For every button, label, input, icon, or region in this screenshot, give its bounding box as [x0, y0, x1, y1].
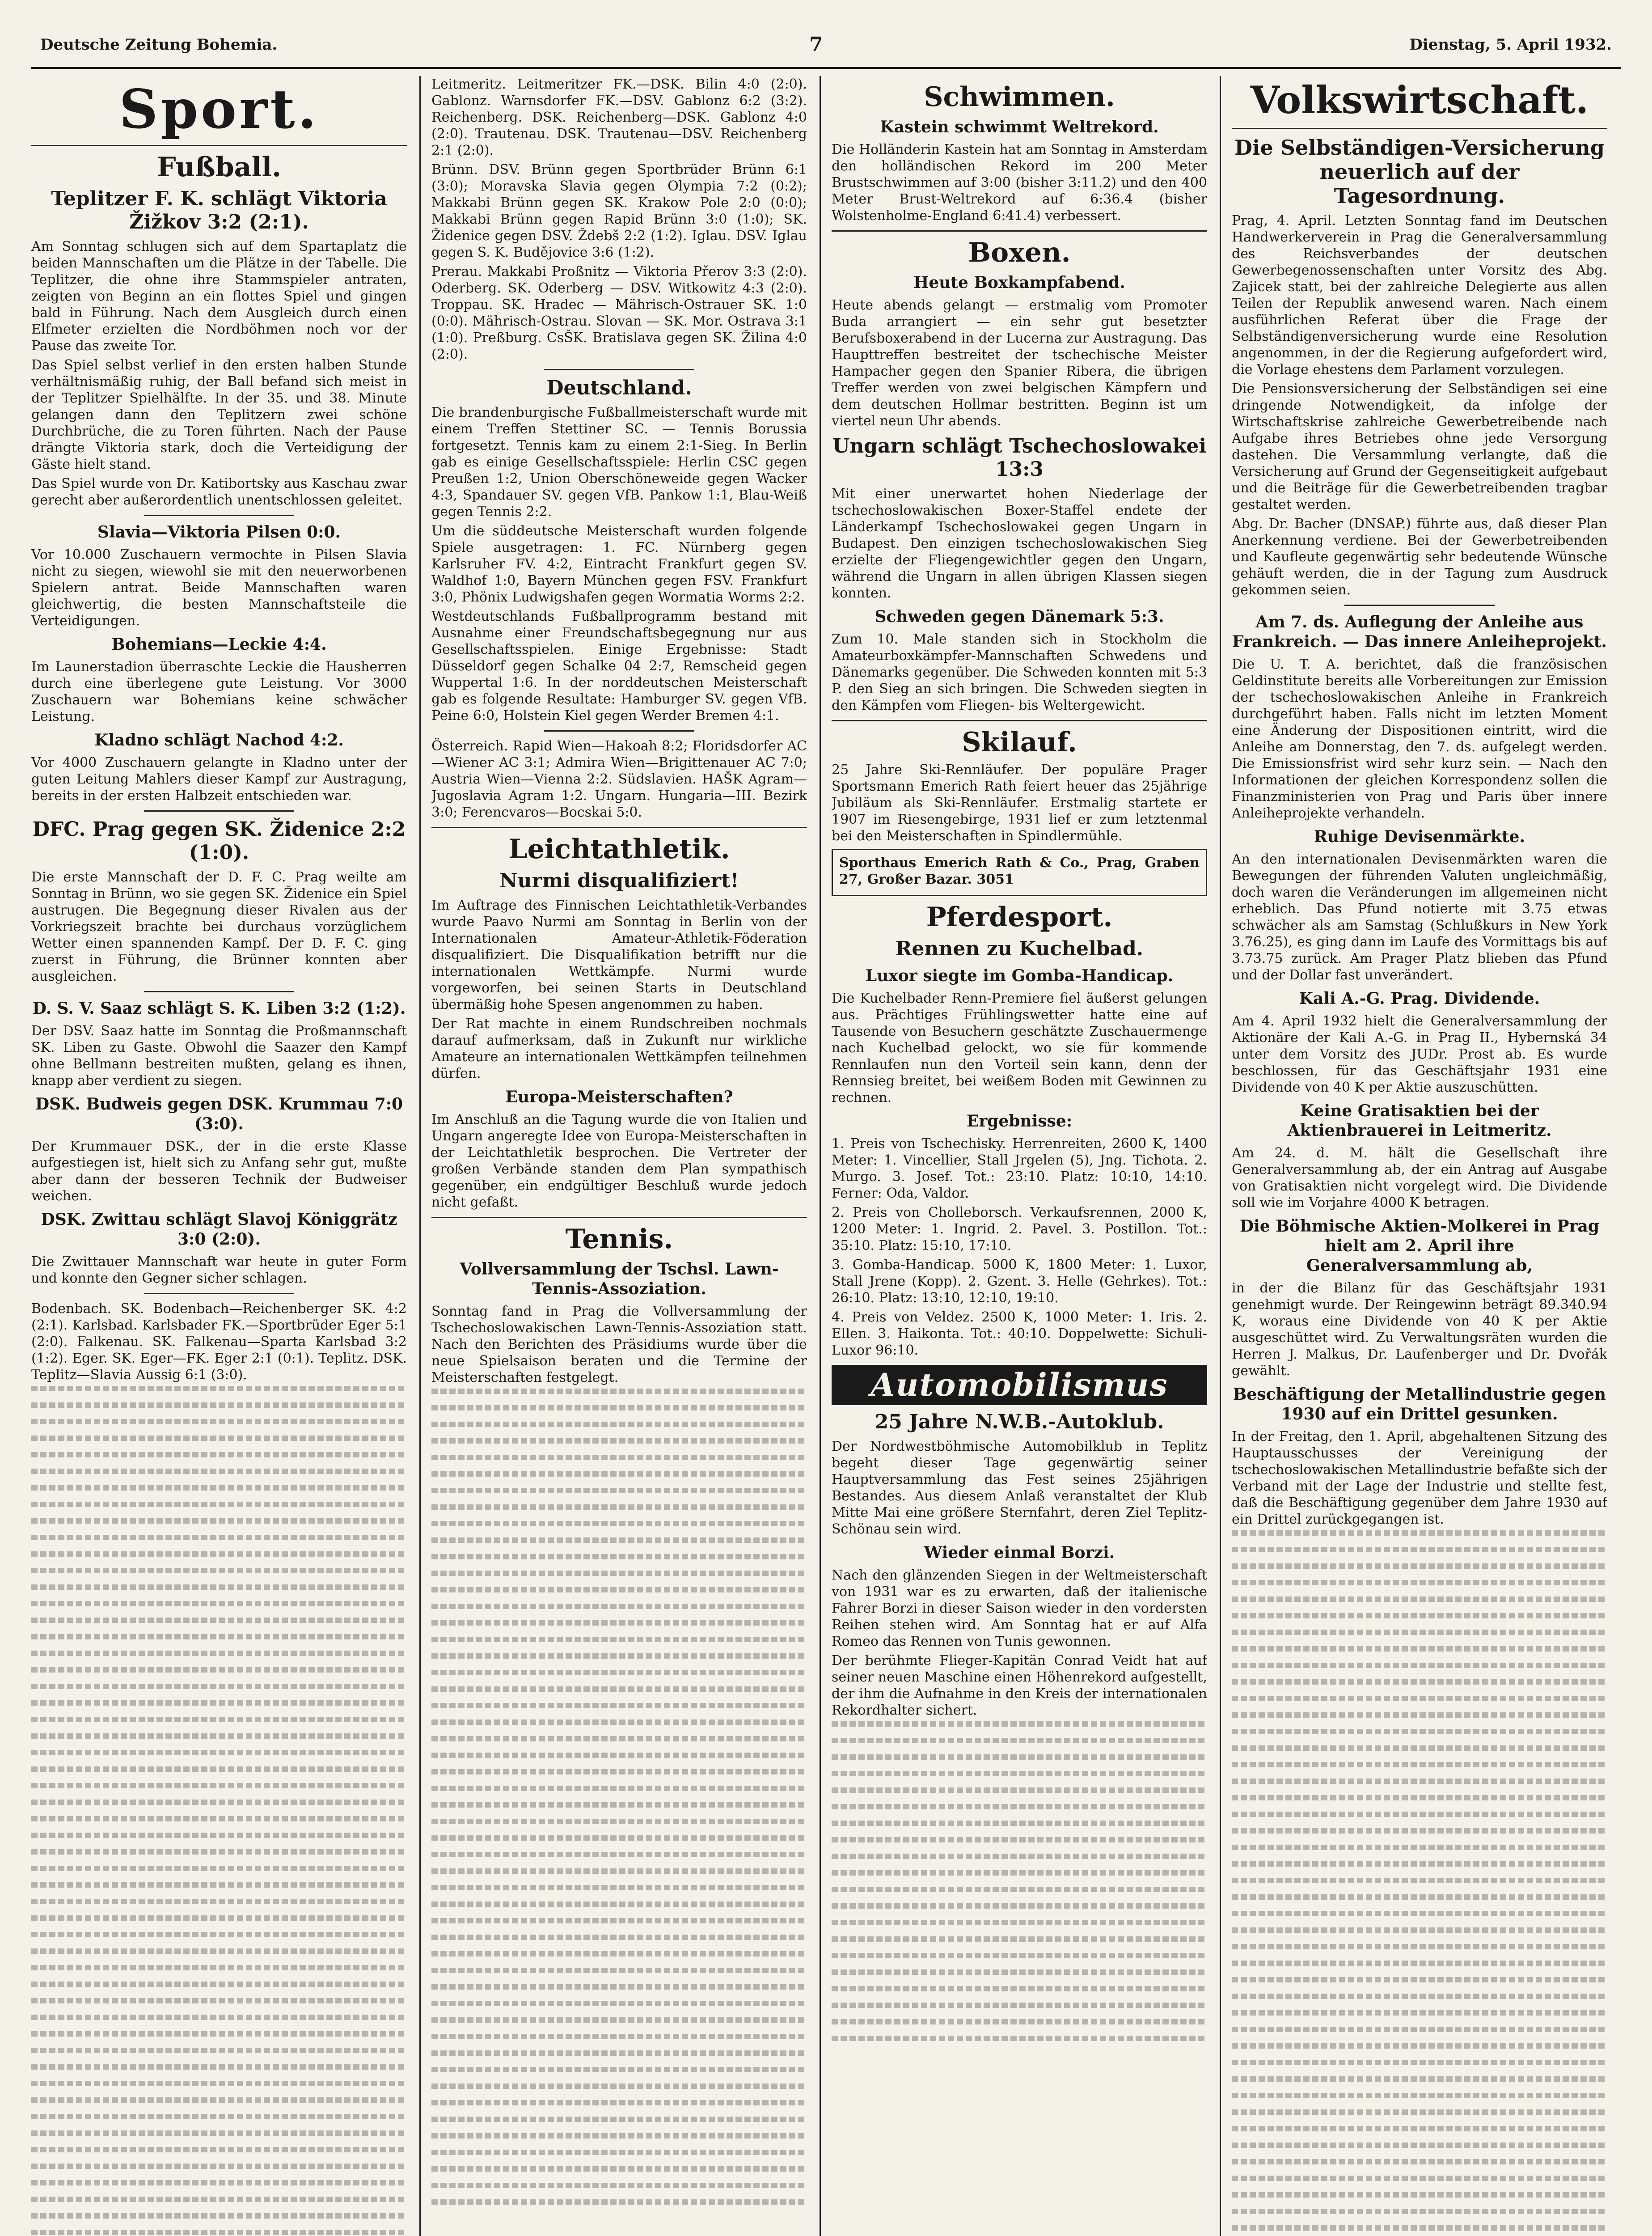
article-text: Das Spiel wurde von Dr. Katibortsky aus Kaschau zwar gerecht aber außerordentlich unentschlossen geleitet. — [31, 476, 407, 508]
article-text: Der Rat machte in einem Rundschreiben nochmals darauf aufmerksam, daß in Zukunft nur wirkliche Amateure an internationalen Wettkämpfen teilnehmen dürfen. — [431, 1016, 807, 1081]
divider — [832, 720, 1207, 721]
divider — [144, 1293, 294, 1294]
column-sport — [31, 76, 407, 2236]
divider — [832, 230, 1207, 232]
article-headline: Schweden gegen Dänemark 5:3. — [875, 607, 1164, 626]
article-text: Um die süddeutsche Meisterschaft wurden folgende Spiele ausgetragen: 1. FC. Nürnberg gegen Karlsruher FV. 4:2, Eintracht Frankfurt gegen SV. Waldhof 1:0, Bayern München gegen FSV. Frankfurt 3:0, Phönix Ludwigshafen gegen Wormatia Worms 2:2. — [431, 523, 807, 605]
heading-leichtathletik: Leichtathletik. — [508, 834, 730, 865]
results-heading: Ergebnisse: — [966, 1112, 1073, 1131]
article-headline: 25 Jahre N.W.B.-Autoklub. — [875, 1410, 1164, 1433]
article-text: Der Nordwestböhmische Automobilklub in Teplitz begeht dieser Tage gegenwärtig seiner Hauptversammlung das Fest seines 25jährigen Bestandes. Aus diesem Anlaß veranstaltet der Klub Mitte Mai eine größere Sternfahrt, deren Ziel Teplitz-Schönau sein wird. — [832, 1439, 1207, 1537]
results-list: Brünn. DSV. Brünn gegen Sportbrüder Brünn 6:1 (3:0); Moravska Slavia gegen Olympia 7:2 (0:2); Makkabi Brünn gegen SK. Krakow Pole 2:0 (0:0); Makkabi Brünn gegen Rapid Brünn 3:0 (1:0); SK. Židenice gegen DSV. Ždebš 2:2 (1:2). Iglau. DSV. Iglau gegen S. K. Budějovice 3:6 (1:2). — [431, 162, 807, 260]
article-headline: Nurmi disqualifiziert! — [499, 869, 739, 892]
article-headline: Die Selbständigen-Versicherung neuerlich auf der Tagesordnung. — [1234, 136, 1605, 208]
article-headline: Teplitzer F. K. schlägt Viktoria Žižkov 3:2 (2:1). — [51, 187, 387, 233]
race-result: 1. Preis von Tschechisky. Herrenreiten, 2600 K, 1400 Meter: 1. Vincellier, Stall Jrgelen (5), Jng. Tichota. 2. Murgo. 3. Josef. Tot.: 23:10. Platz: 10:10, 14:10. Ferner: Oda, Valdor. — [832, 1136, 1207, 1201]
divider — [1344, 605, 1495, 606]
results-list: Prerau. Makkabi Proßnitz — Viktoria Přerov 3:3 (2:0). Oderberg. SK. Oderberg — DSV. Witkowitz 4:3 (2:0). Troppau. SK. Hradec — Mährisch-Ostrauer SK. 1:0 (0:0). Mährisch-Ostrau. Slovan — SK. Mor. Ostrava 3:1 (1:0). Preßburg. CsŠK. Bratislava gegen SK. Žilina 4:0 (2:0). — [431, 264, 807, 362]
article-text: Die brandenburgische Fußballmeisterschaft wurde mit einem Treffen Stettiner SC. — Tennis Borussia fortgesetzt. Tennis kam zu einem 2:1-Sieg. In Berlin gab es einige Gesellschaftsspiele: Herlin CSC gegen Preußen 1:2, Union Oberschöneweide gegen Wacker 4:3, Spandauer SV. gegen VfB. Pankow 1:1, Blau-Weiß gegen Tennis 2:2. — [431, 405, 807, 520]
newspaper-name: Deutsche Zeitung Bohemia. — [40, 36, 278, 54]
divider — [144, 810, 294, 812]
article-headline: Deutschland. — [546, 377, 692, 399]
article-text: Prag, 4. April. Letzten Sonntag fand im Deutschen Handwerkerverein in Prag die Generalversammlung des Reichsverbandes der deutschen Gewerbegenossenschaften unter Vorsitz des Abg. Zajicek statt, bei der zahlreiche Delegierte aus allen Teilen der Republik anwesend waren. Nach einem ausführlichen Referat über die Frage der Selbständigenversicherung wurde eine Resolution angenommen, in der die Regierung aufgefordert wird, die Vorlage ehestens dem Parlament vorzulegen. — [1232, 213, 1607, 377]
article-text: Die Zwittauer Mannschaft war heute in guter Form und konnte den Gegner sicher schlagen. — [31, 1254, 407, 1286]
divider — [1232, 128, 1607, 129]
column-rule — [820, 76, 821, 2236]
article-text: Das Spiel selbst verlief in den ersten halben Stunde verhältnismäßig ruhig, der Ball befand sich meist in der Teplitzer Spielhälfte. In der 35. und 38. Minute gelangen dann den Teplitzern zwei schöne Durchbrüche, die zu Toren führten. Nach der Pause drängte Viktoria stark, doch die Verteidigung der Gäste hielt stand. — [31, 357, 407, 472]
article-text: Vor 10.000 Zuschauern vermochte in Pilsen Slavia nicht zu siegen, wiewohl sie mit den neuerworbenen Spielern antrat. Beide Mannschaften waren gleichwertig, die besten Mannschaftsteile die Verteidigungen. — [31, 547, 407, 629]
issue-date: Dienstag, 5. April 1932. — [1409, 36, 1612, 54]
article-headline: Kladno schlägt Nachod 4:2. — [94, 731, 344, 750]
article-subheadline: Luxor siegte im Gomba-Handicap. — [865, 966, 1174, 985]
article-text: Im Launerstadion überraschte Leckie die Hausherren durch eine überlegene gute Leistung. Vor 3000 Zuschauern war Bohemians keine schwächer Leistung. — [31, 659, 407, 724]
results-list: Österreich. Rapid Wien—Hakoah 8:2; Floridsdorfer AC—Wiener AC 3:1; Admira Wien—Brigittenauer AC 7:0; Austria Wien—Vienna 2:2. Südslavien. HAŠK Agram—Jugoslavia Agram 1:2. Ungarn. Hungaria—III. Bezirk 3:0; Ferencvaros—Bocskai 5:0. — [431, 738, 807, 820]
article-headline: DSK. Zwittau schlägt Slavoj Königgrätz 3:0 (2:0). — [41, 1210, 397, 1249]
article-headline: Wieder einmal Borzi. — [924, 1543, 1115, 1562]
article-headline: Europa-Meisterschaften? — [505, 1088, 733, 1106]
article-text: Im Anschluß an die Tagung wurde die von Italien und Ungarn angeregte Idee von Europa-Meisterschaften in der Leichtathletik besprochen. Die Vertreter der großen Verbände standen dem Plan sympathisch gegenüber, ein endgültiger Beschluß wurde jedoch nicht gefaßt. — [431, 1112, 807, 1210]
article-text: Der berühmte Flieger-Kapitän Conrad Veidt hat auf seiner neuen Maschine einen Höhenrekord aufgestellt, der ihm die Aufnahme in den Kreis der internationalen Rekordhalter sichert. — [832, 1653, 1207, 1718]
article-text: Im Auftrage des Finnischen Leichtathletik-Verbandes wurde Paavo Nurmi am Sonntag in Berlin von der Internationalen Amateur-Athletik-Föderation disqualifiziert. Die Disqualifikation betrifft nur die internationalen Wettkämpfe. Nurmi wurde vorgeworfen, bei seinen Starts in Deutschland übermäßig hohe Spesen angenommen zu haben. — [431, 898, 807, 1012]
heading-pferdesport: Pferdesport. — [926, 902, 1113, 933]
divider — [544, 730, 694, 732]
illegible-text — [1232, 1530, 1607, 2236]
article-text: Vor 4000 Zuschauern gelangte in Kladno unter der guten Leitung Mahlers dieser Kampf zur Austragung, bereits in der ersten Halbzeit entschieden war. — [31, 755, 407, 804]
article-text: Die U. T. A. berichtet, daß die französischen Geldinstitute bereits alle Vorbereitungen zur Emission der tschechoslowakischen Anleihe in Frankreich durchgeführt haben. Falls nicht im letzten Moment eine Änderung der Dispositionen eintritt, wird die Anleihe am Donnerstag, den 7. ds. aufgelegt werden. Die Emissionsfrist wird sehr kurz sein. — Nach den Informationen der gleichen Korrespondenz sollen die Finanzministerien von Prag und Paris über innere Anleiheprojekte verhandeln. — [1232, 656, 1607, 821]
article-text: An den internationalen Devisenmärkten waren die Bewegungen der führenden Valuten ungleichmäßig, doch waren die Veränderungen im allgemeinen nicht erheblich. Das Pfund notierte mit 3.75 etwas schwächer als am Samstag (Schlußkurs in New York 3.76.25), es ging dann im Laufe des Vormittags bis auf 3.73.75 zurück. Am Prager Platz blieben das Pfund und der Dollar fast unverändert. — [1232, 851, 1607, 983]
heading-fussball: Fußball. — [156, 152, 282, 183]
divider — [544, 369, 694, 370]
article-headline: Ruhige Devisenmärkte. — [1314, 827, 1525, 846]
article-headline: Slavia—Viktoria Pilsen 0:0. — [97, 523, 341, 542]
article-headline: Kastein schwimmt Weltrekord. — [880, 118, 1159, 136]
heading-schwimmen: Schwimmen. — [924, 81, 1115, 113]
article-text: Heute abends gelangt — erstmalig vom Promoter Buda arrangiert — ein sehr gut besetzter Berufsboxerabend in der Lucerna zur Austragung. Das Haupttreffen bestreitet der tschechische Meister Hampacher gegen den Spanier Ribera, die übrigen Treffer werden von zwei belgischen Kämpfern und dem deutschen Hollmar bestritten. Beginn ist um viertel neun Uhr abends. — [832, 297, 1207, 429]
article-headline: Keine Gratisaktien bei der Aktienbrauerei in Leitmeritz. — [1287, 1101, 1552, 1140]
article-text: Die Kuchelbader Renn-Premiere fiel äußerst gelungen aus. Prächtiges Frühlingswetter hatte eine auf Tausende von Besuchern geschätzte Zuschauermenge nach Kuchelbad gelockt, wo sie für kommende Rennlaufen nun den Vorteil sein kann, denn der Rennsieg breitet, bei weißem Boden mit Gewinnen zu rechnen. — [832, 991, 1207, 1105]
article-text: Am Sonntag schlugen sich auf dem Spartaplatz die beiden Mannschaften um die Plätze in der Tabelle. Die Teplitzer, die ohne ihre Stammspieler antraten, zeigten von Beginn an ein flottes Spiel und gingen bald in Führung. Nach dem Ausgleich durch einen Elfmeter erzielten die Nordböhmen noch vor der Pause das zweite Tor. — [31, 239, 407, 354]
article-headline: D. S. V. Saaz schlägt S. K. Liben 3:2 (1:2). — [32, 999, 406, 1018]
section-title-volkswirtschaft: Volkswirtschaft. — [1250, 78, 1589, 122]
divider — [144, 515, 294, 516]
divider — [144, 991, 294, 992]
heading-automobilismus: Automobilismus — [832, 1365, 1207, 1405]
race-result: 3. Gomba-Handicap. 5000 K, 1800 Meter: 1. Luxor, Stall Jrene (Kopp). 2. Gzent. 3. Helle (Gehrkes). Tot.: 26:10. Platz: 13:10, 12:10, 19:10. — [832, 1257, 1207, 1306]
article-text: Abg. Dr. Bacher (DNSAP.) führte aus, daß dieser Plan Anerkennung verdiene. Bei der Gewerbetreibenden und Kaufleute gegenwärtig sehr bedeutende Wünsche gehäuft werden, die in der Tagung zum Ausdruck gekommen seien. — [1232, 516, 1607, 598]
article-text: Mit einer unerwartet hohen Niederlage der tschechoslowakischen Boxer-Staffel endete der Länderkampf Tschechoslowakei gegen Ungarn in Budapest. Den einzigen tschechoslowakischen Sieg erzielte der Fliegengewichtler gegen den Ungarn, während die Ungarn in allen übrigen Klassen siegen konnten. — [832, 486, 1207, 601]
divider — [431, 1217, 807, 1218]
article-headline: Bohemians—Leckie 4:4. — [111, 635, 327, 654]
article-text: Die Pensionsversicherung der Selbständigen sei eine dringende Notwendigkeit, da infolge der Wirtschaftskrise zahlreiche Gewerbetreibende nach Aufgabe ihres Betriebes ohne jede Versorgung dastehen. Die Versammlung verlangte, daß die Versicherung auf Grund der Gegenseitigkeit aufgebaut und die Beiträge für die Gewerbetreibenden tragbar gestaltet werden. — [1232, 381, 1607, 512]
illegible-text — [832, 1721, 1207, 2041]
article-headline: Kali A.-G. Prag. Dividende. — [1299, 989, 1540, 1008]
article-text: Die erste Mannschaft der D. F. C. Prag weilte am Sonntag in Brünn, wo sie gegen SK. Židenice ein Spiel austrugen. Die Begegnung dieser Rivalen aus der Vorkriegszeit brachte bei durchaus vorzüglichem Wetter einen spannenden Kampf. Der D. F. C. ging zuerst in Führung, die Brünner konnten aber ausgleichen. — [31, 869, 407, 984]
article-headline: DFC. Prag gegen SK. Židenice 2:2 (1:0). — [32, 818, 406, 864]
heading-skilauf: Skilauf. — [962, 727, 1077, 758]
divider — [431, 827, 807, 828]
masthead — [31, 27, 1621, 69]
column-sport-continued — [431, 76, 807, 2236]
advertisement-text: Sporthaus Emerich Rath & Co., Prag, Graben 27, Großer Bazar. 3051 — [839, 855, 1200, 887]
article-text: Nach den glänzenden Siegen in der Weltmeisterschaft von 1931 war es zu erwarten, daß der italienische Fahrer Borzi in dieser Saison wieder in den vordersten Reihen stehen wird. Am Sonntag hat er auf Alfa Romeo das Rennen von Tunis gewonnen. — [832, 1567, 1207, 1649]
column-rule — [1220, 76, 1221, 2236]
article-text: Der DSV. Saaz hatte im Sonntag die Proßmannschaft SK. Liben zu Gaste. Obwohl die Saazer den Kampf ohne Bellmann bestreiten mußten, gelang es ihnen, knapp aber verdient zu siegen. — [31, 1023, 407, 1088]
article-text: Die Holländerin Kastein hat am Sonntag in Amsterdam den holländischen Rekord im 200 Meter Brustschwimmen auf 3:00 (bisher 3:11.2) und den 400 Meter Brust-Weltrekord auf 6:36.4 (bisher Wolstenholme-England 6:41.4) verbessert. — [832, 142, 1207, 224]
advertisement — [832, 849, 1207, 896]
article-headline: Beschäftigung der Metallindustrie gegen 1930 auf ein Drittel gesunken. — [1233, 1385, 1606, 1423]
article-text: in der die Bilanz für das Geschäftsjahr 1931 genehmigt wurde. Der Reingewinn beträgt 89.340.94 K, woraus eine Dividende von 40 K per Aktie ausgeschüttet wird. Zu Verwaltungsräten wurden die Herren J. Malkus, Dr. Laufenberger und Dr. Dvořák gewählt. — [1232, 1280, 1607, 1379]
divider — [31, 145, 407, 146]
article-text: Zum 10. Male standen sich in Stockholm die Amateurboxkämpfer-Mannschaften Schwedens und Dänemarks gegenüber. Die Schweden konnten mit 5:3 P. den Sieg an sich bringen. Die Schweden siegten in den Kämpfen vom Fliegen- bis Weltergewicht. — [832, 631, 1207, 713]
page-number: 7 — [809, 33, 823, 56]
results-list: Bodenbach. SK. Bodenbach—Reichenberger SK. 4:2 (2:1). Karlsbad. Karlsbader FK.—Sportbrüder Eger 5:1 (2:0). Falkenau. SK. Falkenau—Sparta Karlsbad 3:2 (1:2). Eger. SK. Eger—FK. Eger 2:1 (0:1). Teplitz. DSK. Teplitz—Slavia Aussig 6:1 (3:0). — [31, 1301, 407, 1383]
article-headline: Ungarn schlägt Tschechoslowakei 13:3 — [832, 435, 1207, 481]
newspaper-page — [31, 27, 1621, 2236]
illegible-text — [431, 1389, 807, 2205]
race-result: 4. Preis von Veldez. 2500 K, 1000 Meter: 1. Iris. 2. Ellen. 3. Haikonta. Tot.: 40:10. Doppelwette: Sichuli-Luxor 96:10. — [832, 1309, 1207, 1358]
columns — [31, 76, 1621, 2236]
article-text: Am 24. d. M. hält die Gesellschaft ihre Generalversammlung ab, der ein Antrag auf Ausgabe von Gratisaktien nicht vorgelegt wird. Die Dividende soll wie im Vorjahre 4000 K betragen. — [1232, 1145, 1607, 1211]
article-headline: Vollversammlung der Tschsl. Lawn-Tennis-Assoziation. — [460, 1260, 779, 1298]
article-headline: Rennen zu Kuchelbad. — [895, 937, 1144, 960]
article-headline: Am 7. ds. Auflegung der Anleihe aus Frankreich. — Das innere Anleiheprojekt. — [1232, 613, 1607, 651]
article-headline: Die Böhmische Aktien-Molkerei in Prag hielt am 2. April ihre Generalversammlung ab, — [1239, 1217, 1600, 1275]
column-volkswirtschaft — [1232, 76, 1607, 2236]
article-text: Westdeutschlands Fußballprogramm bestand mit Ausnahme einer Freundschaftsbegegnung nur aus Gesellschaftsspielen. Einige Ergebnisse: Stadt Düsseldorf gegen Schalke 04 2:7, Remscheid gegen Wuppertal 1:6. In der norddeutschen Meisterschaft gab es folgende Resultate: Hamburger SV. gegen VfB. Peine 6:0, Holstein Kiel gegen Werder Bremen 4:1. — [431, 609, 807, 724]
article-text: Sonntag fand in Prag die Vollversammlung der Tschechoslowakischen Lawn-Tennis-Assoziation statt. Nach den Berichten des Präsidiums wurde über die neue Spielsaison beraten und die Termine der Meisterschaften festgelegt. — [431, 1304, 807, 1385]
heading-tennis: Tennis. — [565, 1224, 673, 1255]
race-result: 2. Preis von Cholleborsch. Verkaufsrennen, 2000 K, 1200 Meter: 1. Ingrid. 2. Pavel. 3. Postillon. Tot.: 35:10. Platz: 15:10, 17:10. — [832, 1205, 1207, 1254]
article-headline: DSK. Budweis gegen DSK. Krummau 7:0 (3:0). — [35, 1095, 403, 1133]
results-list: Leitmeritz. Leitmeritzer FK.—DSK. Bilin 4:0 (2:0). Gablonz. Warnsdorfer FK.—DSV. Gablonz 6:2 (3:2). Reichenberg. DSK. Reichenberg—DSK. Gablonz 4:0 (2:0). Trautenau. DSK. Trautenau—DSV. Reichenberg 2:1 (2:0). — [431, 76, 807, 158]
article-text: 25 Jahre Ski-Rennläufer. Der populäre Prager Sportsmann Emerich Rath feiert heuer das 25jährige Jubiläum als Ski-Rennläufer. Erstmalig startete er 1907 im Riesengebirge, 1931 lief er zum letztenmal bei den Meisterschaften in Spindlermühle. — [832, 762, 1207, 844]
section-title-sport: Sport. — [119, 78, 319, 141]
column-sport-misc — [832, 76, 1207, 2236]
article-text: Der Krummauer DSK., der in die erste Klasse aufgestiegen ist, hielt sich zu Anfang sehr gut, mußte aber dann der besseren Technik der Budweiser weichen. — [31, 1139, 407, 1204]
heading-boxen: Boxen. — [968, 237, 1071, 268]
illegible-text — [31, 1386, 407, 2236]
article-text: Am 4. April 1932 hielt die Generalversammlung der Aktionäre der Kali A.-G. in Prag II., Hybernská 34 unter dem Vorsitz des JUDr. Prost ab. Es wurde beschlossen, für das Geschäftsjahr 1931 eine Dividende von 40 K per Aktie auszuschütten. — [1232, 1013, 1607, 1095]
article-text: In der Freitag, den 1. April, abgehaltenen Sitzung des Hauptausschusses der Vereinigung der tschechoslowakischen Metallindustrie befaßte sich der Verband mit der Lage der Industrie und stellte fest, daß die Beschäftigung gegenüber dem Jahre 1930 auf ein Drittel zurückgegangen ist. — [1232, 1429, 1607, 1527]
column-rule — [419, 76, 421, 2236]
article-headline: Heute Boxkampfabend. — [913, 273, 1125, 292]
